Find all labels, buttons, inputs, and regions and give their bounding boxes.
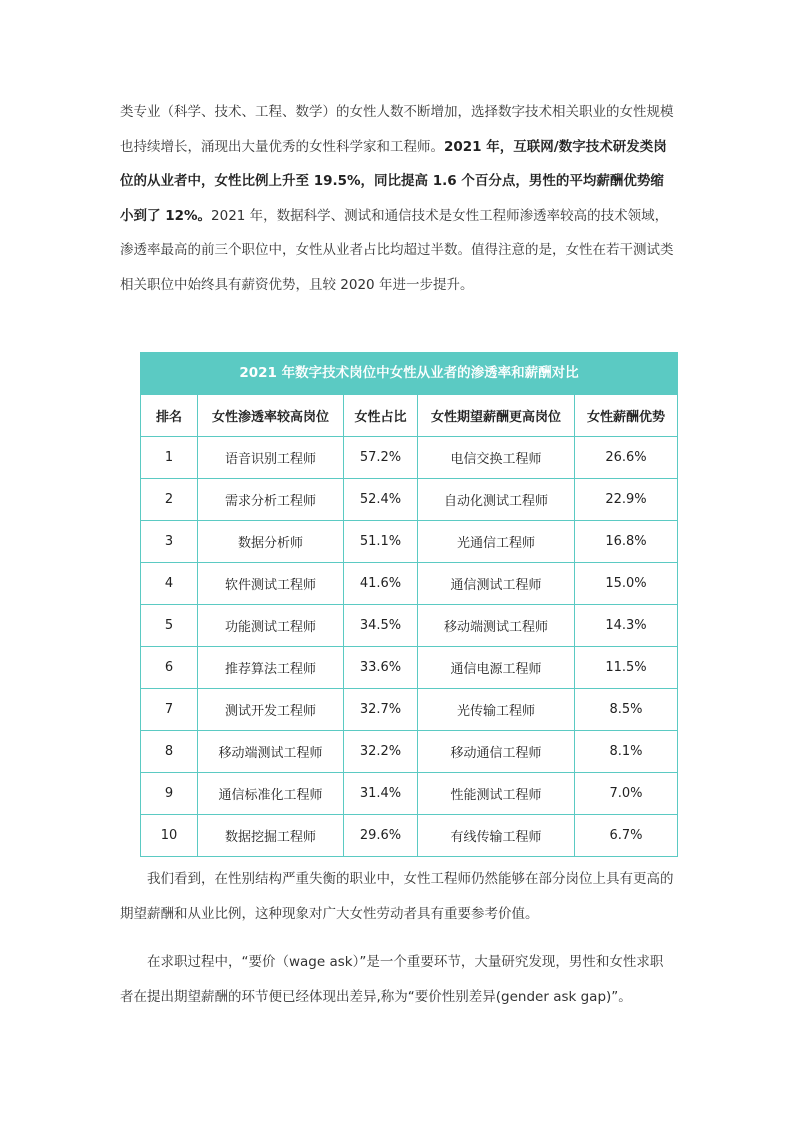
cell-share: 31.4% xyxy=(344,773,418,815)
table-row xyxy=(141,773,678,815)
cell-advantage: 16.8% xyxy=(575,521,678,563)
table-header-row xyxy=(141,395,678,437)
table-row xyxy=(141,605,678,647)
table-row xyxy=(141,437,678,479)
cell-role: 需求分析工程师 xyxy=(198,479,344,521)
header-high-penetration-role: 女性渗透率较高岗位 xyxy=(198,395,344,437)
cell-rank: 9 xyxy=(141,773,198,815)
cell-pay-role: 性能测试工程师 xyxy=(418,773,575,815)
cell-pay-role: 移动端测试工程师 xyxy=(418,605,575,647)
paragraph-wage-ask: 在求职过程中，“要价（wage ask）”是一个重要环节，大量研究发现，男性和女性求职者在提出期望薪酬的环节便已经体现出差异,称为“要价性别差异(gender ask gap)”。 xyxy=(120,954,664,1005)
cell-role: 数据挖掘工程师 xyxy=(198,815,344,857)
cell-share: 33.6% xyxy=(344,647,418,689)
cell-rank: 2 xyxy=(141,479,198,521)
cell-advantage: 6.7% xyxy=(575,815,678,857)
cell-role: 推荐算法工程师 xyxy=(198,647,344,689)
cell-share: 32.2% xyxy=(344,731,418,773)
header-rank: 排名 xyxy=(141,395,198,437)
cell-share: 57.2% xyxy=(344,437,418,479)
cell-advantage: 15.0% xyxy=(575,563,678,605)
table-row xyxy=(141,563,678,605)
cell-pay-role: 光传输工程师 xyxy=(418,689,575,731)
cell-role: 移动端测试工程师 xyxy=(198,731,344,773)
cell-rank: 8 xyxy=(141,731,198,773)
intro-text-1: 类专业（科学、技术、工程、数学）的女性人数不断增加，选择数字技术相关职业的女性规模也持续增长，涌现出大量优秀的女性科学家和工程师。 xyxy=(120,104,674,155)
cell-role: 语音识别工程师 xyxy=(198,437,344,479)
table-row xyxy=(141,521,678,563)
intro-bold-text: 2021 年，互联网/数字技术研发类岗位的从业者中，女性比例上升至 19.5%，同比提高 1.6 个百分点，男性的平均薪酬优势缩小到了 12%。 xyxy=(120,138,667,224)
cell-rank: 5 xyxy=(141,605,198,647)
table-row xyxy=(141,815,678,857)
cell-rank: 1 xyxy=(141,437,198,479)
cell-role: 数据分析师 xyxy=(198,521,344,563)
cell-advantage: 11.5% xyxy=(575,647,678,689)
cell-advantage: 8.1% xyxy=(575,731,678,773)
cell-share: 34.5% xyxy=(344,605,418,647)
cell-role: 测试开发工程师 xyxy=(198,689,344,731)
table-row xyxy=(141,479,678,521)
table-row xyxy=(141,731,678,773)
table-row xyxy=(141,689,678,731)
header-higher-pay-role: 女性期望薪酬更高岗位 xyxy=(418,395,575,437)
cell-advantage: 8.5% xyxy=(575,689,678,731)
table-row xyxy=(141,647,678,689)
cell-advantage: 26.6% xyxy=(575,437,678,479)
cell-pay-role: 自动化测试工程师 xyxy=(418,479,575,521)
cell-role: 软件测试工程师 xyxy=(198,563,344,605)
cell-rank: 3 xyxy=(141,521,198,563)
cell-pay-role: 移动通信工程师 xyxy=(418,731,575,773)
intro-text-2: 2021 年，数据科学、测试和通信技术是女性工程师渗透率较高的技术领域，渗透率最高的前三个职位中，女性从业者占比均超过半数。值得注意的是，女性在若干测试类相关职位中始终具有薪资优势，且较 2020 年进一步提升。 xyxy=(120,207,674,293)
cell-advantage: 14.3% xyxy=(575,605,678,647)
cell-rank: 4 xyxy=(141,563,198,605)
cell-share: 29.6% xyxy=(344,815,418,857)
cell-pay-role: 有线传输工程师 xyxy=(418,815,575,857)
cell-pay-role: 电信交换工程师 xyxy=(418,437,575,479)
cell-role: 功能测试工程师 xyxy=(198,605,344,647)
cell-advantage: 7.0% xyxy=(575,773,678,815)
cell-share: 52.4% xyxy=(344,479,418,521)
cell-pay-role: 通信电源工程师 xyxy=(418,647,575,689)
cell-pay-role: 通信测试工程师 xyxy=(418,563,575,605)
cell-share: 51.1% xyxy=(344,521,418,563)
cell-share: 41.6% xyxy=(344,563,418,605)
table-title: 2021 年数字技术岗位中女性从业者的渗透率和薪酬对比 xyxy=(140,352,678,394)
paragraph-observation: 我们看到，在性别结构严重失衡的职业中，女性工程师仍然能够在部分岗位上具有更高的期望薪酬和从业比例，这种现象对广大女性劳动者具有重要参考价值。 xyxy=(120,871,674,922)
cell-advantage: 22.9% xyxy=(575,479,678,521)
cell-rank: 6 xyxy=(141,647,198,689)
header-female-share: 女性占比 xyxy=(344,395,418,437)
cell-role: 通信标准化工程师 xyxy=(198,773,344,815)
header-pay-advantage: 女性薪酬优势 xyxy=(575,395,678,437)
cell-rank: 7 xyxy=(141,689,198,731)
intro-paragraph xyxy=(120,95,676,303)
cell-share: 32.7% xyxy=(344,689,418,731)
comparison-table xyxy=(140,352,678,857)
cell-rank: 10 xyxy=(141,815,198,857)
cell-pay-role: 光通信工程师 xyxy=(418,521,575,563)
